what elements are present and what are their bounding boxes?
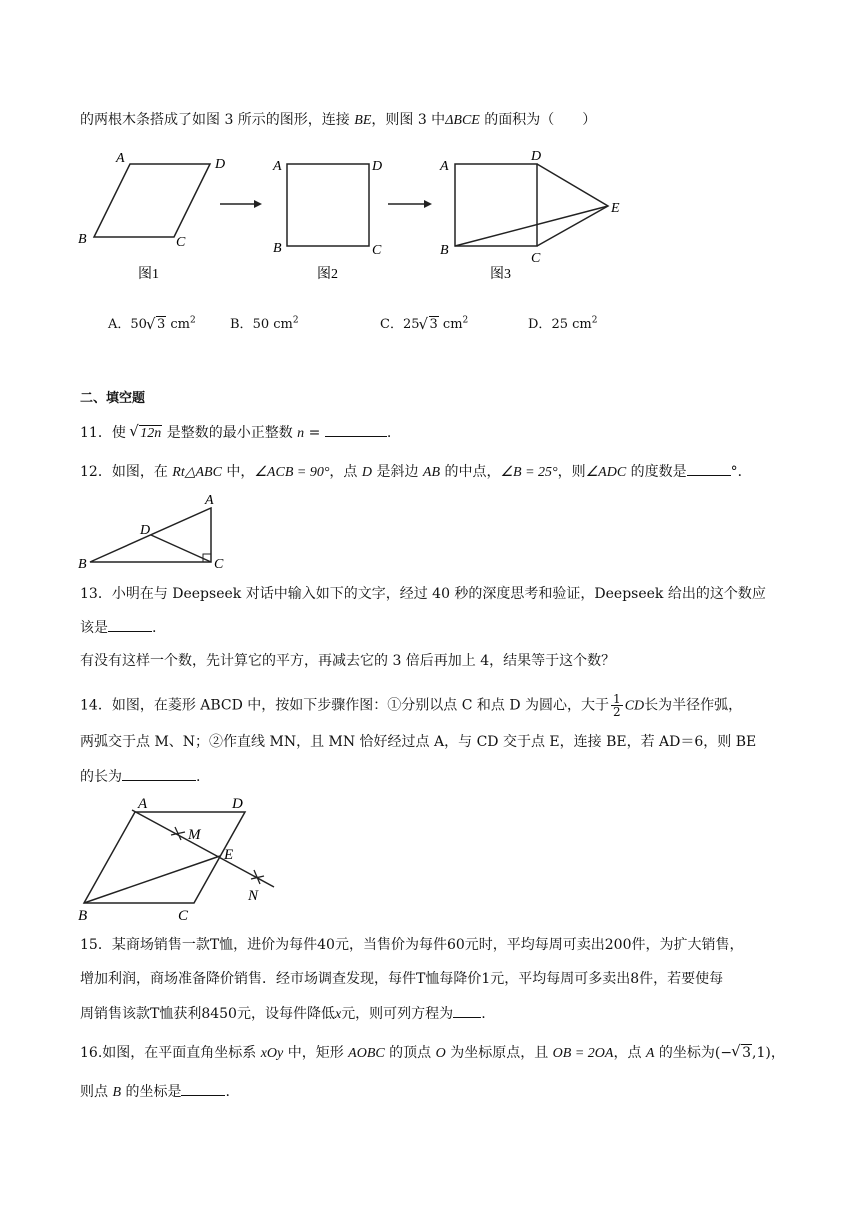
q12-figure xyxy=(74,490,234,570)
arrow-icon xyxy=(254,200,262,208)
segment-be xyxy=(84,856,220,903)
option-c[interactable]: C．25√ 3 $cm^2$ xyxy=(380,313,468,332)
q15-line2: 增加利润，商场准备降价销售．经市场调查发现，每件T恤每降价1元，平均每周可多卖出8件，若要使每 xyxy=(80,971,724,987)
q16-line2: 则点 B 的坐标是 . xyxy=(80,1081,230,1103)
segment-dc xyxy=(151,535,211,562)
q14-line1: 14．如图，在菱形 ABCD 中，按如下步骤作图：①分别以点 C 和点 D 为圆心，大于 $\frac{1}{2}$ CD长为半径作弧， xyxy=(80,692,743,719)
fig3-label-e: E xyxy=(611,201,620,216)
answer-blank[interactable] xyxy=(108,617,152,632)
fig2-caption: 图2 xyxy=(317,267,338,282)
q10-figures xyxy=(70,140,640,290)
answer-blank[interactable] xyxy=(453,1003,481,1018)
q14-label-m: M xyxy=(188,827,201,843)
q11: 11．使 √ 12n 是整数的最小正整数 n = . xyxy=(80,422,391,444)
q14-label-a: A xyxy=(138,796,148,812)
fig1-label-d: D xyxy=(215,157,226,172)
q12: 12．如图，在 Rt△ABC 中，∠ACB = 90°，点 D 是斜边 AB 的中点，∠B = 25°，则∠ADC 的度数是 °． xyxy=(80,461,752,483)
q14-label-d: D xyxy=(232,796,243,812)
option-b[interactable]: B．50 $cm^2$ xyxy=(230,315,299,332)
q14-line2: 两弧交于点 M、N；②作直线 MN，且 MN 恰好经过点 A，与 CD 交于点 E，连接 BE，若 AD＝6，则 BE xyxy=(80,734,757,750)
fig2-label-b: B xyxy=(273,241,282,256)
q14-figure xyxy=(74,790,284,930)
q15-line1: 15．某商场销售一款T恤，进价为每件40元，当售价为每件60元时，平均每周可卖出200件，为扩大销售， xyxy=(80,937,744,953)
answer-blank[interactable] xyxy=(122,766,196,781)
fig1-label-a: A xyxy=(116,151,125,166)
q14-label-n: N xyxy=(248,888,259,904)
q14-label-c: C xyxy=(178,908,189,924)
fraction-one-half: $\frac{1}{2}$ xyxy=(613,692,621,719)
fig2-label-c: C xyxy=(372,243,382,258)
answer-blank[interactable] xyxy=(325,422,387,437)
q12-label-b: B xyxy=(78,557,87,570)
q14-line3: 的长为 . xyxy=(80,766,200,787)
line-mn xyxy=(132,810,274,887)
fig1-label-c: C xyxy=(176,235,186,250)
fig2-label-a: A xyxy=(273,159,282,174)
q10-stem: 的两根木条搭成了如图 3 所示的图形，连接 BE，则图 3 中ΔBCE 的面积为（ ） xyxy=(80,112,597,128)
fig1-caption: 图1 xyxy=(138,267,159,282)
q13-line3: 有没有这样一个数，先计算它的平方，再减去它的 3 倍后再加上 4，结果等于这个数？ xyxy=(80,653,616,669)
q14-label-b: B xyxy=(78,908,88,924)
q12-label-d: D xyxy=(140,523,151,538)
q16-line1: 16.如图，在平面直角坐标系 xOy 中，矩形 AOBC 的顶点 O 为坐标原点，且 OB = 2OA，点 A 的坐标为(−√ 3,1)， xyxy=(80,1043,785,1064)
q12-label-a: A xyxy=(205,493,214,508)
section-title: 二、填空题 xyxy=(80,390,146,405)
answer-blank[interactable] xyxy=(181,1081,225,1096)
parallelogram-abcd xyxy=(94,164,210,237)
segment-be xyxy=(455,206,608,246)
q12-label-c: C xyxy=(214,557,224,570)
option-a[interactable]: A．50√ 3 $cm^2$ xyxy=(108,313,196,332)
triangle-dce xyxy=(537,164,608,246)
square-abcd xyxy=(287,164,369,246)
fig1-label-b: B xyxy=(78,232,87,247)
fig3-label-a: A xyxy=(440,159,449,174)
arrow-icon xyxy=(424,200,432,208)
answer-blank[interactable] xyxy=(687,461,731,476)
q13-line2: 该是 . xyxy=(80,617,156,638)
fig3-label-b: B xyxy=(440,243,449,258)
q14-label-e: E xyxy=(224,847,234,863)
fig2-label-d: D xyxy=(372,159,383,174)
fig3-caption: 图3 xyxy=(490,267,511,282)
q13-line1: 13．小明在与 Deepseek 对话中输入如下的文字，经过 40 秒的深度思考和验证，Deepseek 给出的这个数应 xyxy=(80,586,766,602)
square-abcd-fig3 xyxy=(455,164,537,246)
fig3-label-c: C xyxy=(531,251,541,266)
fig3-label-d: D xyxy=(531,149,542,164)
q15-line3: 周销售该款T恤获利8450元，设每件降低x元，则可列方程为 . xyxy=(80,1003,486,1025)
option-d[interactable]: D．25 $cm^2$ xyxy=(528,315,598,332)
